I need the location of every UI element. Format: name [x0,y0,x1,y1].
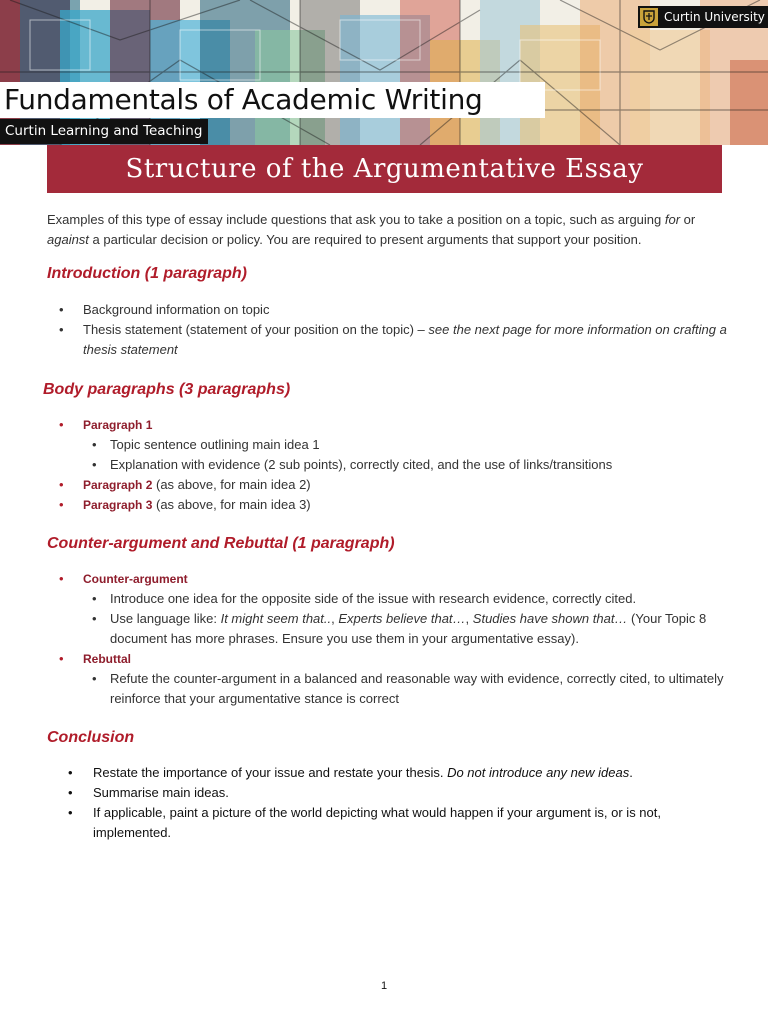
logo-text: Curtin University [664,10,765,24]
list-item-text: (Your Topic 8 document has more phrases. Ensure you use them in your argumentative essay). [110,611,707,646]
document-body [43,210,727,840]
crest-icon [640,8,658,26]
list-item-text: Background information on topic [83,302,270,317]
list-item-text: Use language like: [110,611,221,626]
counter-list [47,569,727,709]
list-item [47,763,727,783]
phrase-emphasis: It might seem that.. [220,611,332,626]
list-item [47,415,727,435]
list-item [47,300,727,320]
rebuttal-label: Rebuttal [83,652,131,666]
document-subtitle: Curtin Learning and Teaching [0,119,208,144]
page-number: 1 [380,980,388,992]
intro-em-for: for [664,212,681,227]
list-item [47,609,727,649]
curtin-logo [638,6,768,28]
list-item [47,475,727,495]
list-item-text: Explanation with evidence (2 sub points), correctly cited, and the use of links/transitions [110,457,613,472]
list-item [47,569,727,589]
counter-argument-heading: Counter-argument and Rebuttal (1 paragraph) [47,535,395,552]
list-item [47,589,727,609]
intro-paragraph [47,210,727,250]
document-title: Fundamentals of Academic Writing [0,82,545,118]
list-item-text: Summarise main ideas. [93,785,229,800]
list-item [47,435,727,455]
list-item-text: (as above, for main idea 2) [152,477,311,492]
list-item [47,495,727,515]
list-item-text: Topic sentence outlining main idea 1 [110,437,320,452]
counter-argument-label: Counter-argument [83,572,188,586]
list-item-emphasis: see the next page for more information on crafting a thesis statement [83,322,727,357]
phrase-emphasis: Experts believe that… [338,611,466,626]
list-item [47,320,727,360]
paragraph-2-label: Paragraph 2 [83,478,153,492]
list-item-emphasis: Do not introduce any new ideas [447,765,630,780]
list-item-text: . [629,765,633,780]
list-item-text: Thesis statement (statement of your position on the topic) – [83,322,429,337]
list-item-text: , [331,611,339,626]
conclusion-list [47,763,727,843]
introduction-list [47,300,727,360]
introduction-heading: Introduction (1 paragraph) [47,265,247,282]
phrase-emphasis: Studies have shown that… [472,611,628,626]
essay-title: Structure of the Argumentative Essay [47,145,722,193]
list-item [47,455,727,475]
intro-em-against: against [47,232,89,247]
body-list [47,415,727,515]
intro-text-b: or [680,212,696,227]
intro-text-a: Examples of this type of essay include questions that ask you to take a position on a topic, such as arguing [47,212,665,227]
list-item-text: , [465,611,473,626]
list-item-text: If applicable, paint a picture of the world depicting what would happen if your argument is, or is not, implemented. [93,805,661,840]
paragraph-1-label: Paragraph 1 [83,418,153,432]
conclusion-heading: Conclusion [47,729,135,746]
list-item [47,649,727,669]
list-item [47,783,727,803]
list-item-text: (as above, for main idea 3) [152,497,311,512]
list-item-text: Restate the importance of your issue and restate your thesis. [93,765,448,780]
list-item [47,803,727,843]
list-item-text: Introduce one idea for the opposite side of the issue with research evidence, correctly cited. [110,591,637,606]
list-item [47,669,727,709]
body-heading: Body paragraphs (3 paragraphs) [43,381,291,398]
list-item-text: Refute the counter-argument in a balanced and reasonable way with evidence, correctly cited, to ultimately reinforce that your argumentative stance is correct [110,671,724,706]
paragraph-3-label: Paragraph 3 [83,498,153,512]
intro-text-c: a particular decision or policy. You are required to present arguments that support your position. [88,232,642,247]
